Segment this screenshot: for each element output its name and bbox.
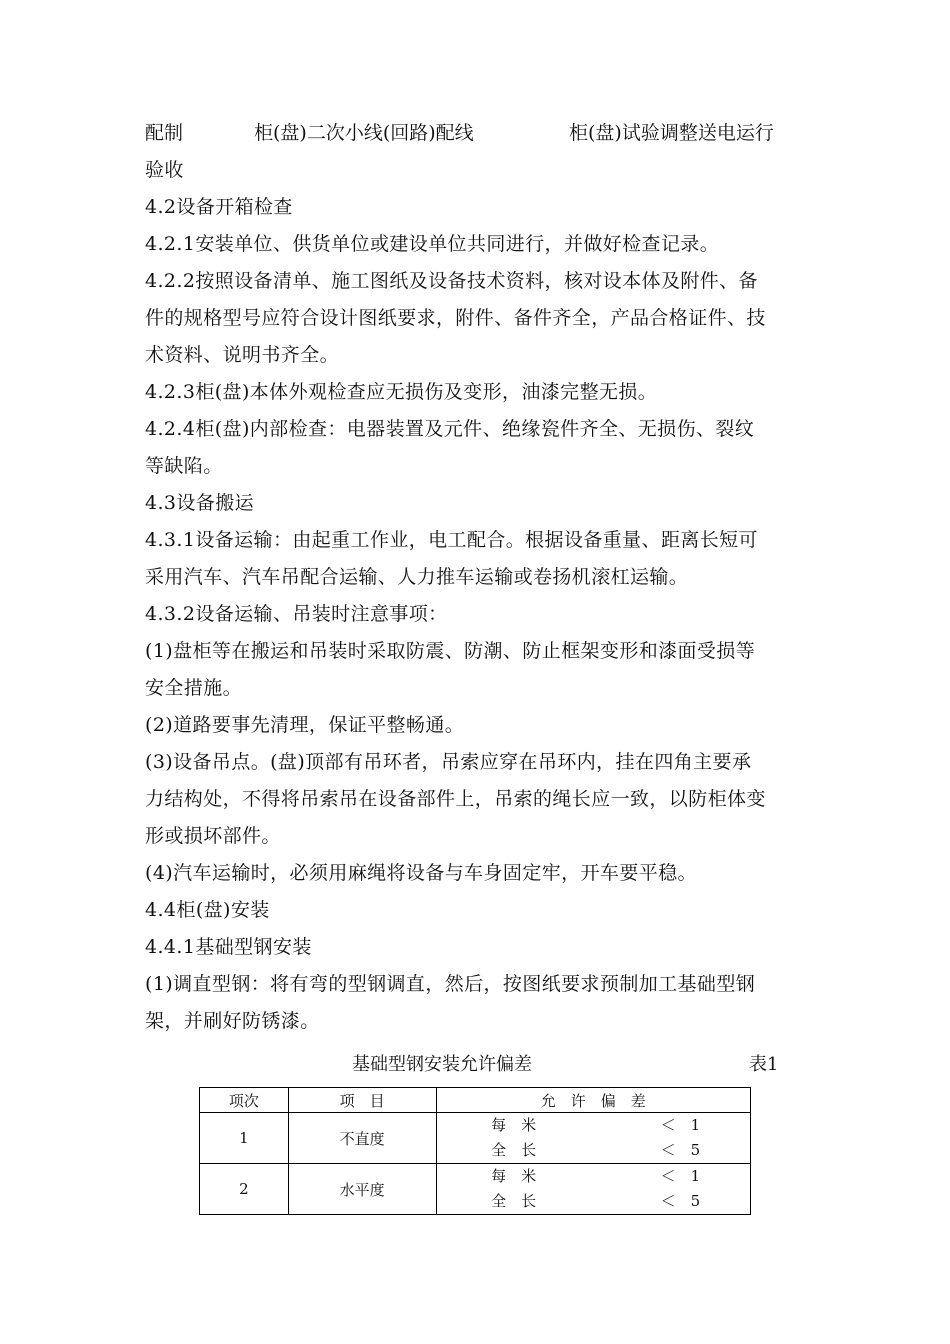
paragraph-line: 采用汽车、汽车吊配合运输、人力推车运输或卷扬机滚杠运输。 [145, 566, 689, 588]
row-sub-labels [436, 1113, 591, 1164]
sub-label-per-meter: 每 米 [491, 1116, 537, 1134]
sub-label-full-length: 全 长 [491, 1192, 537, 1210]
row-no: 1 [200, 1113, 289, 1164]
paragraph-line: (1)调直型钢：将有弯的型钢调直，然后，按图纸要求预制加工基础型钢 [145, 973, 756, 995]
value-per-meter: ＜ 1 [660, 1116, 701, 1134]
header-cell-item: 项 目 [288, 1088, 436, 1113]
row-no: 2 [200, 1164, 289, 1215]
table-label: 表1 [749, 1054, 779, 1075]
section-heading-4-4: 4.4柜(盘)安装 [145, 899, 270, 921]
table-caption: 基础型钢安装允许偏差 [352, 1054, 532, 1075]
table-row [200, 1113, 751, 1164]
flow-step-2: 柜(盘)二次小线(回路)配线 [254, 122, 474, 144]
paragraph-line: 4.4.1基础型钢安装 [145, 936, 312, 958]
flow-step-1: 配制 [145, 122, 184, 144]
header-cell-deviation: 允 许 偏 差 [436, 1088, 750, 1113]
value-full-length: ＜ 5 [660, 1141, 701, 1159]
paragraph-line: 等缺陷。 [145, 455, 223, 477]
paragraph-line: (3)设备吊点。(盘)顶部有吊环者，吊索应穿在吊环内，挂在四角主要承 [145, 751, 752, 773]
value-full-length: ＜ 5 [660, 1192, 701, 1210]
flow-step-3: 柜(盘)试验调整送电运行 [569, 122, 774, 144]
section-heading-4-3: 4.3设备搬运 [145, 492, 255, 514]
paragraph-line: 形或损坏部件。 [145, 825, 281, 847]
row-values [591, 1164, 751, 1215]
deviation-table [199, 1087, 751, 1215]
paragraph-line: 4.2.3柜(盘)本体外观检查应无损伤及变形，油漆完整无损。 [145, 381, 658, 403]
flow-step-4: 验收 [145, 159, 184, 181]
sub-label-per-meter: 每 米 [491, 1167, 537, 1185]
paragraph-line: 安全措施。 [145, 677, 243, 699]
paragraph-line: 力结构处，不得将吊索吊在设备部件上，吊索的绳长应一致，以防柜体变 [145, 788, 766, 810]
paragraph-line: 4.2.2按照设备清单、施工图纸及设备技术资料，核对设本体及附件、备 [145, 270, 758, 292]
row-sub-labels [436, 1164, 591, 1215]
paragraph-line: 架，并刷好防锈漆。 [145, 1010, 320, 1032]
process-flow-row [145, 121, 845, 145]
section-heading-4-2: 4.2设备开箱检查 [145, 196, 293, 218]
paragraph-line: (1)盘柜等在搬运和吊装时采取防震、防潮、防止框架变形和漆面受损等 [145, 640, 756, 662]
row-values [591, 1113, 751, 1164]
paragraph-line: 4.3.1设备运输：由起重工作业，电工配合。根据设备重量、距离长短可 [145, 529, 758, 551]
paragraph-line: 4.2.4柜(盘)内部检查：电器装置及元件、绝缘瓷件齐全、无损伤、裂纹 [145, 418, 755, 440]
paragraph-line: (2)道路要事先清理，保证平整畅通。 [145, 714, 465, 736]
paragraph-line: 件的规格型号应符合设计图纸要求，附件、备件齐全，产品合格证件、技 [145, 307, 766, 329]
paragraph-line: (4)汽车运输时，必须用麻绳将设备与车身固定牢，开车要平稳。 [145, 862, 697, 884]
table-header-row [200, 1088, 751, 1113]
row-item: 水平度 [288, 1164, 436, 1215]
paragraph-line: 4.3.2设备运输、吊装时注意事项： [145, 603, 448, 625]
sub-label-full-length: 全 长 [491, 1141, 537, 1159]
paragraph-line: 术资料、说明书齐全。 [145, 344, 340, 366]
value-per-meter: ＜ 1 [660, 1167, 701, 1185]
row-item: 不直度 [288, 1113, 436, 1164]
table-row [200, 1164, 751, 1215]
header-cell-no: 项次 [200, 1088, 289, 1113]
paragraph-line: 4.2.1安装单位、供货单位或建设单位共同进行，并做好检查记录。 [145, 233, 720, 255]
